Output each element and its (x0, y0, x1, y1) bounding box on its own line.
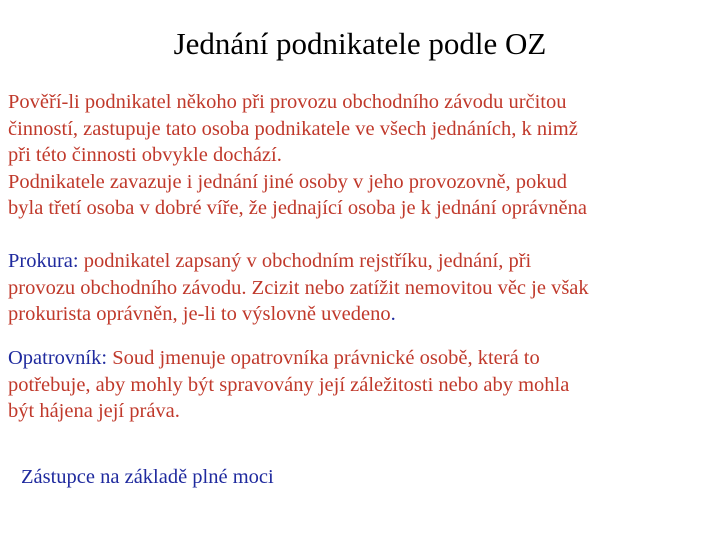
opatrovnik-term: Opatrovník: (8, 347, 108, 369)
paragraph-opatrovnik (8, 345, 714, 425)
paragraph-prokura (8, 248, 714, 328)
slide-title: Jednání podnikatele podle OZ (173, 26, 547, 61)
paragraph-business-representation: Pověří-li podnikatel někoho při provozu obchodního závodu určitou činností, zastupuje tato osoba podnikatele ve všech jednáních, k nimž při této činnosti obvykle dochází. Podnikatele zavazuje i jednání jiné osoby v jeho provozovně, pokud byla třetí osoba v dobré víře, že jednající osoba je k jednání oprávněna (8, 91, 587, 219)
prokura-period: . (390, 303, 396, 325)
opatrovnik-text: Soud jmenuje opatrovníka právnické osobě, která to potřebuje, aby mohly být spravovány její záležitosti nebo aby mohla být hájena její práva. (8, 347, 570, 422)
power-of-attorney-line: Zástupce na základě plné moci (21, 466, 274, 488)
prokura-text: podnikatel zapsaný v obchodním rejstříku, jednání, při provozu obchodního závodu. Zcizit nebo zatížit nemovitou věc je však prokurista oprávněn, je-li to výslovně uvedeno (8, 250, 589, 325)
prokura-term: Prokura: (8, 250, 79, 272)
